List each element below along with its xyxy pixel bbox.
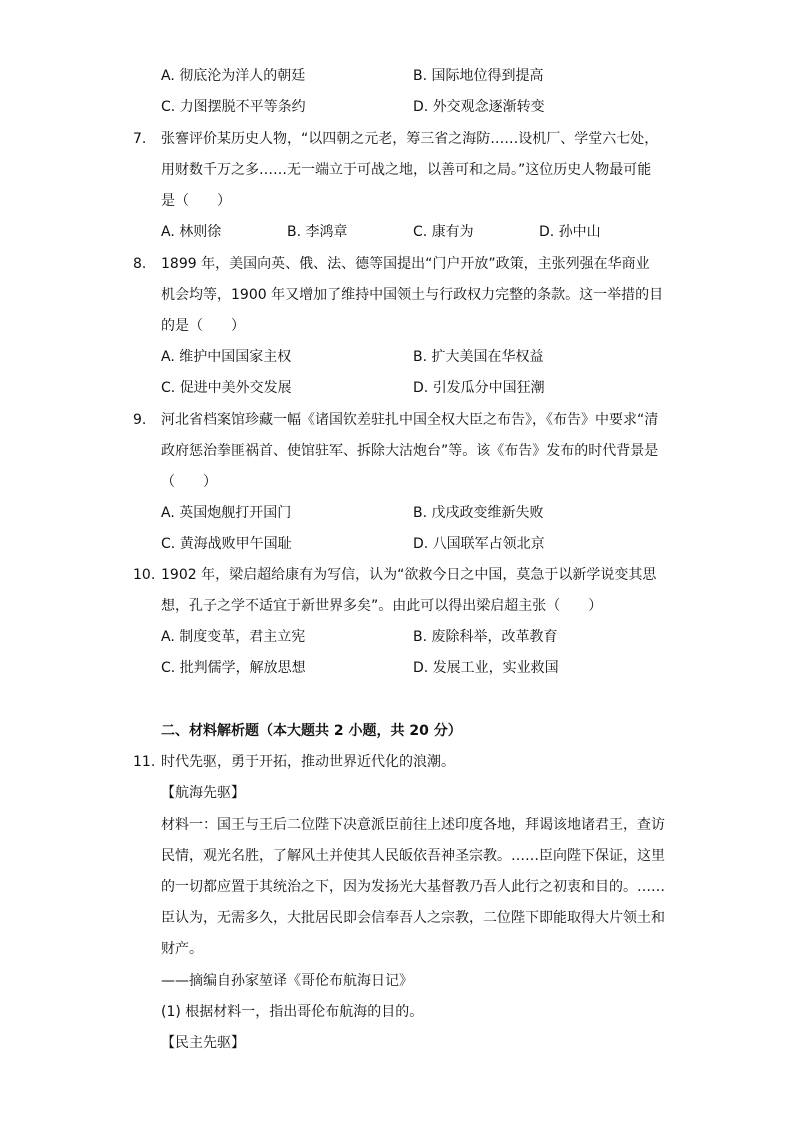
q11-material-line: 的一切都应置于其统治之下，因为发扬光大基督教乃吾人此行之初衷和目的。…… [161,879,665,895]
q8-option-b[interactable]: B. 扩大美国在华权益 [413,349,544,365]
q11-subquestion-1: (1) 根据材料一，指出哥伦布航海的目的。 [161,1004,424,1020]
q9-option-c[interactable]: C. 黄海战败甲午国耻 [161,536,292,552]
q10-stem-line: 1902 年，梁启超给康有为写信，认为“欲救今日之中国，莫急于以新学说变其思 [161,567,657,583]
q11-number: 11. [133,754,156,770]
q6-option-b[interactable]: B. 国际地位得到提高 [413,68,544,84]
q8-option-c[interactable]: C. 促进中美外交发展 [161,380,292,396]
q7-stem-line: 用财数千万之多……无一端立于可战之地，以善可和之局。”这位历史人物最可能 [161,162,652,178]
q9-stem-line: 河北省档案馆珍藏一幅《诸国钦差驻扎中国全权大臣之布告》，《布告》中要求“清 [161,412,659,428]
section-2-title: 二、材料解析题（本大题共 2 小题，共 20 分） [161,723,462,739]
q11-material-line: 臣认为，无需多久，大批居民即会信奉吾人之宗教，二位陛下即能取得大片领土和 [161,910,665,926]
q8-stem-line: 1899 年，美国向英、俄、法、德等国提出“门户开放”政策，主张列强在华商业 [161,256,650,272]
q9-option-b[interactable]: B. 戊戌政变维新失败 [413,505,544,521]
q11-material-line: 民情，观光名胜，了解风土并使其人民皈依吾神圣宗教。……臣向陛下保证，这里 [161,848,665,864]
q7-option-c[interactable]: C. 康有为 [413,224,474,240]
q9-stem-line: （ ） [161,474,217,490]
q7-option-b[interactable]: B. 李鸿章 [287,224,348,240]
q8-stem-line: 机会均等，1900 年又增加了维持中国领土与行政权力完整的条款。这一举措的目 [161,287,664,303]
q9-stem-line: 政府惩治拳匪祸首、使馆驻军、拆除大沽炮台”等。该《布告》发布的时代背景是 [161,443,659,459]
q6-option-c[interactable]: C. 力图摆脱不平等条约 [161,99,306,115]
q10-option-a[interactable]: A. 制度变革，君主立宪 [161,629,306,645]
q10-number: 10. [133,567,156,583]
q7-number: 7. [133,131,147,147]
q8-option-d[interactable]: D. 引发瓜分中国狂潮 [413,380,545,396]
q9-option-a[interactable]: A. 英国炮舰打开国门 [161,505,292,521]
q7-option-a[interactable]: A. 林则徐 [161,224,222,240]
q8-option-a[interactable]: A. 维护中国国家主权 [161,349,292,365]
q6-option-d[interactable]: D. 外交观念逐渐转变 [413,99,545,115]
q11-source: ——摘编自孙家堃译《哥伦布航海日记》 [161,973,413,989]
q10-option-b[interactable]: B. 废除科举，改革教育 [413,629,558,645]
q9-number: 9. [133,412,147,428]
q7-stem-line: 是（ ） [161,193,231,209]
q8-number: 8. [133,256,147,272]
q6-option-a[interactable]: A. 彻底沦为洋人的朝廷 [161,68,306,84]
q9-option-d[interactable]: D. 八国联军占领北京 [413,536,545,552]
q11-material-line: 材料一：国王与王后二位陛下决意派臣前往上述印度各地，拜谒该地诸君王，查访 [161,817,665,833]
q10-option-c[interactable]: C. 批判儒学，解放思想 [161,660,306,676]
q11-material-line: 财产。 [161,941,203,957]
q11-heading-navigation: 【航海先驱】 [161,785,245,801]
q8-stem-line: 的是（ ） [161,318,245,334]
q7-stem-line: 张謇评价某历史人物，“以四朝之元老，筹三省之海防……设机厂、学堂六七处， [161,131,659,147]
q7-option-d[interactable]: D. 孙中山 [539,224,601,240]
q10-stem-line: 想，孔子之学不适宜于新世界多矣”。由此可以得出梁启超主张（ ） [161,598,603,614]
q10-option-d[interactable]: D. 发展工业，实业救国 [413,660,559,676]
q11-intro: 时代先驱，勇于开拓，推动世界近代化的浪潮。 [161,754,455,770]
q11-heading-democracy: 【民主先驱】 [161,1035,245,1051]
